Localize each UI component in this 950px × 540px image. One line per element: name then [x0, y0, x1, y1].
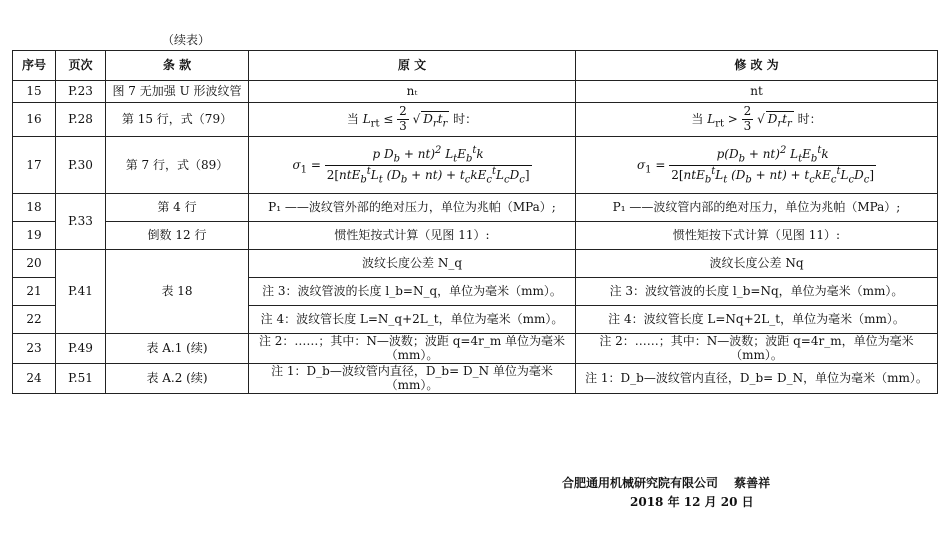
row-original	[249, 137, 576, 194]
row-clause: 第 7 行，式（89）	[106, 137, 249, 194]
header-modified: 修 改 为	[576, 51, 938, 81]
row-no: 21	[13, 278, 56, 306]
errata-table	[12, 50, 938, 394]
signature-date: 2018 年 12 月 20 日	[630, 495, 754, 509]
row-page: P.49	[56, 334, 106, 364]
table-row	[13, 194, 938, 222]
formula-89-original: $\sigma_1$ = $\frac{p D_b + nt)^2 L_tE_b^tk}{2[ntE_b^tL_t (D_b + nt) + t_ckE_c^tL_cD_c]}$	[292, 144, 530, 185]
row-no: 16	[13, 103, 56, 137]
row-modified	[576, 103, 938, 137]
row-page: P.28	[56, 103, 106, 137]
row-original: 注 2：……；其中：N—波数；波距 q=4r_m 单位为毫米（mm）。	[249, 334, 576, 364]
row-original: nₜ	[249, 81, 576, 103]
formula-79-modified: 当 $L_{rt}$ > $\frac{2}{3}$ √ $D_rt_r$ 时：	[691, 104, 822, 133]
header-original: 原 文	[249, 51, 576, 81]
header-row	[13, 51, 938, 81]
row-original	[249, 103, 576, 137]
row-clause: 表 A.2 (续)	[106, 363, 249, 393]
table-row	[13, 222, 938, 250]
row-modified: 波纹长度公差 Nq	[576, 250, 938, 278]
header-no: 序号	[13, 51, 56, 81]
row-modified: 注 3：波纹管波的长度 l_b=Nq，单位为毫米（mm）。	[576, 278, 938, 306]
row-original: 注 3：波纹管波的长度 l_b=N_q，单位为毫米（mm）。	[249, 278, 576, 306]
header-clause: 条 款	[106, 51, 249, 81]
row-page: P.30	[56, 137, 106, 194]
table-row	[13, 81, 938, 103]
row-modified: 惯性矩按下式计算（见图 11）:	[576, 222, 938, 250]
row-page: P.51	[56, 363, 106, 393]
table-row	[13, 103, 938, 137]
row-no: 23	[13, 334, 56, 364]
table-row	[13, 334, 938, 364]
row-modified: nt	[576, 81, 938, 103]
formula-89-modified: $\sigma_1$ = $\frac{p(D_b + nt)^2 L_tE_b^tk}{2[ntE_b^tL_t (D_b + nt) + t_ckE_c^tL_cD_c]}$	[636, 144, 875, 185]
row-page: P.33	[56, 194, 106, 250]
row-clause: 第 4 行	[106, 194, 249, 222]
row-page: P.41	[56, 250, 106, 334]
row-clause: 表 A.1 (续)	[106, 334, 249, 364]
table-row	[13, 250, 938, 278]
row-no: 22	[13, 306, 56, 334]
formula-79-original: 当 $L_{rt}$ ≤ $\frac{2}{3}$ √ $D_rt_r$ 时：	[346, 104, 478, 133]
table-row	[13, 137, 938, 194]
row-modified	[576, 137, 938, 194]
row-no: 19	[13, 222, 56, 250]
row-no: 15	[13, 81, 56, 103]
row-original: P₁ ——波纹管外部的绝对压力，单位为兆帕（MPa）;	[249, 194, 576, 222]
row-modified: P₁ ——波纹管内部的绝对压力，单位为兆帕（MPa）;	[576, 194, 938, 222]
row-no: 20	[13, 250, 56, 278]
row-clause: 倒数 12 行	[106, 222, 249, 250]
row-original: 注 4：波纹管长度 L=N_q+2L_t，单位为毫米（mm）。	[249, 306, 576, 334]
row-original: 惯性矩按式计算（见图 11）:	[249, 222, 576, 250]
row-original: 注 1：D_b—波纹管内直径，D_b= D_N 单位为毫米（mm）。	[249, 363, 576, 393]
row-modified: 注 2：……；其中：N—波数；波距 q=4r_m，单位为毫米（mm）。	[576, 334, 938, 364]
table-row	[13, 363, 938, 393]
row-clause: 图 7 无加强 U 形波纹管	[106, 81, 249, 103]
row-modified: 注 1：D_b—波纹管内直径，D_b= D_N，单位为毫米（mm）。	[576, 363, 938, 393]
table-caption: （续表）	[162, 33, 211, 47]
header-page: 页次	[56, 51, 106, 81]
row-page: P.23	[56, 81, 106, 103]
signature: 合肥通用机械研究院有限公司 蔡善祥	[562, 476, 771, 490]
row-no: 24	[13, 363, 56, 393]
row-original: 波纹长度公差 N_q	[249, 250, 576, 278]
row-no: 18	[13, 194, 56, 222]
row-clause: 表 18	[106, 250, 249, 334]
row-modified: 注 4：波纹管长度 L=Nq+2L_t，单位为毫米（mm）。	[576, 306, 938, 334]
row-no: 17	[13, 137, 56, 194]
row-clause: 第 15 行，式（79）	[106, 103, 249, 137]
